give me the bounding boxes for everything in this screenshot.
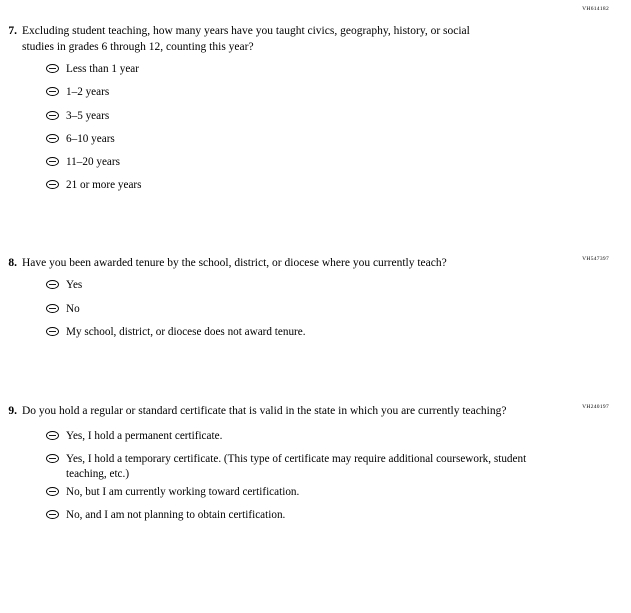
option-label: Yes, I hold a permanent certificate. xyxy=(66,429,223,442)
option-row[interactable] xyxy=(0,154,631,177)
option-row[interactable] xyxy=(0,301,631,324)
option-row[interactable] xyxy=(0,131,631,154)
option-row[interactable] xyxy=(0,277,631,300)
options-list-7 xyxy=(0,61,631,201)
option-label: 3–5 years xyxy=(66,109,110,122)
option-label: Less than 1 year xyxy=(66,63,140,75)
option-label: Yes, I hold a temporary certificate. (This type of certificate may require additional coursework, student teaching, etc.) xyxy=(66,452,527,480)
question-text-8: Have you been awarded tenure by the school, district, or diocese where you currently teach? xyxy=(22,256,447,269)
radio-bubble-icon[interactable] xyxy=(45,324,59,336)
question-id-9: VH240197 xyxy=(582,404,609,411)
radio-bubble-icon[interactable] xyxy=(45,154,59,166)
radio-bubble-icon[interactable] xyxy=(45,301,59,313)
question-block-7 xyxy=(0,0,631,201)
radio-bubble-icon[interactable] xyxy=(45,177,59,189)
option-row[interactable] xyxy=(0,324,631,347)
option-label: Yes xyxy=(66,279,83,292)
option-row[interactable] xyxy=(0,451,631,484)
option-row[interactable] xyxy=(0,108,631,131)
radio-bubble-icon[interactable] xyxy=(45,507,59,519)
option-label: No xyxy=(66,302,80,315)
question-id-7: VH614182 xyxy=(582,6,609,12)
option-label: 11–20 years xyxy=(66,156,120,169)
question-number-9: 9. xyxy=(8,405,17,418)
options-list-9 xyxy=(0,428,631,531)
question-number-8: 8. xyxy=(8,256,17,269)
option-row[interactable] xyxy=(0,84,631,107)
option-label: My school, district, or diocese does not award tenure. xyxy=(66,325,306,338)
radio-bubble-icon[interactable] xyxy=(45,108,59,120)
option-label: No, but I am currently working toward certification. xyxy=(66,485,300,498)
question-block-8 xyxy=(0,256,631,347)
question-text-7: Excluding student teaching, how many years have you taught civics, geography, history, or social studies in grades 6 through 12, counting this year? xyxy=(22,25,470,53)
radio-bubble-icon[interactable] xyxy=(45,277,59,289)
radio-bubble-icon[interactable] xyxy=(45,428,59,440)
option-row[interactable] xyxy=(0,428,631,451)
option-row[interactable] xyxy=(0,484,631,507)
option-row[interactable] xyxy=(0,507,631,530)
option-label: 1–2 years xyxy=(66,86,110,99)
options-list-8 xyxy=(0,277,631,347)
question-number-7: 7. xyxy=(8,25,17,37)
option-label: 6–10 years xyxy=(66,132,115,145)
option-label: No, and I am not planning to obtain certification. xyxy=(66,509,286,522)
option-row[interactable] xyxy=(0,177,631,200)
question-block-9 xyxy=(0,404,631,530)
radio-bubble-icon[interactable] xyxy=(45,131,59,143)
radio-bubble-icon[interactable] xyxy=(45,61,59,73)
question-id-8: VH547397 xyxy=(582,255,609,262)
radio-bubble-icon[interactable] xyxy=(45,484,59,496)
option-row[interactable] xyxy=(0,61,631,84)
radio-bubble-icon[interactable] xyxy=(45,84,59,96)
radio-bubble-icon[interactable] xyxy=(45,451,59,463)
option-label: 21 or more years xyxy=(66,179,142,192)
question-text-9: Do you hold a regular or standard certificate that is valid in the state in which you are currently teaching? xyxy=(22,405,507,418)
